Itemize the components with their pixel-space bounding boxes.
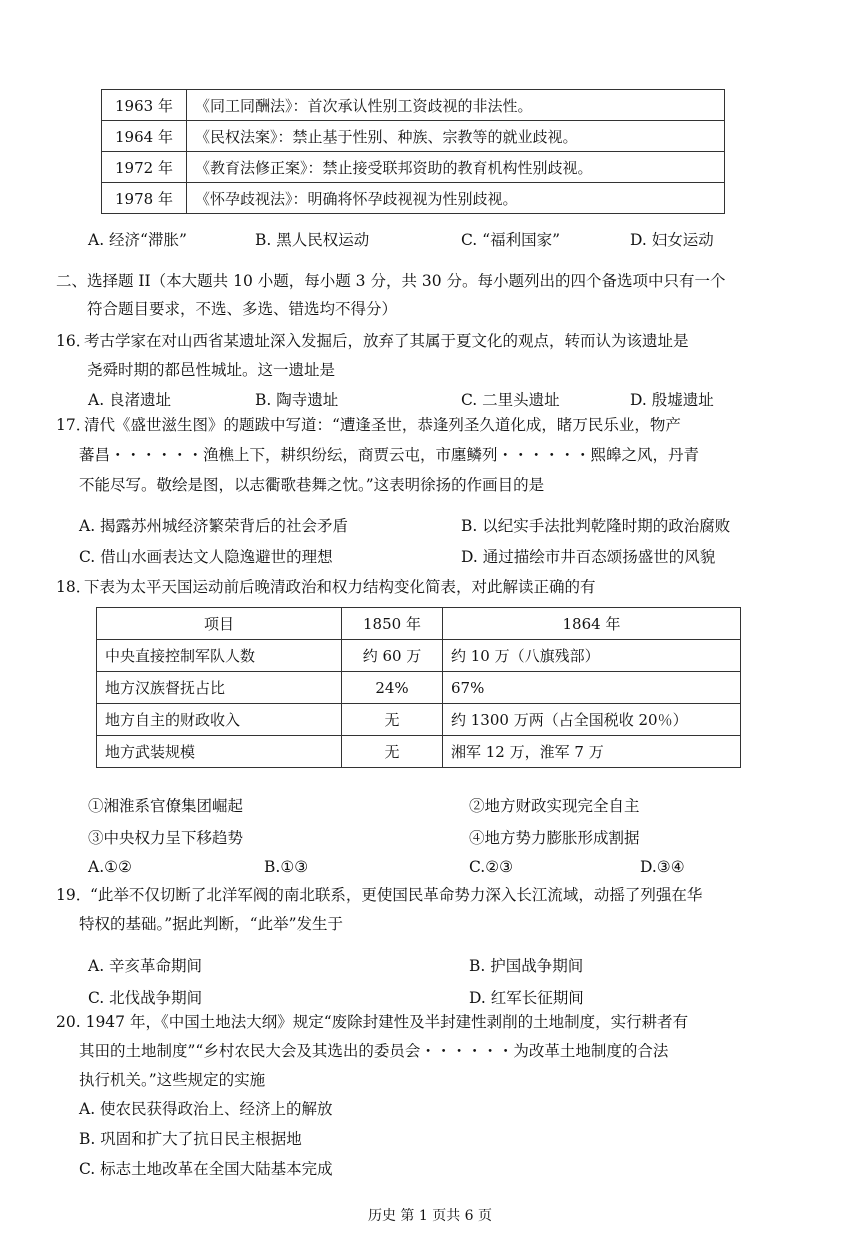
- table-row: [102, 183, 725, 214]
- q18-item-2: ②地方财政实现完全自主: [469, 797, 640, 815]
- table-cell: 约 1300 万两（占全国税收 20％）: [443, 704, 741, 736]
- q20-option-b[interactable]: B. 巩固和扩大了抗日民主根据地: [79, 1130, 302, 1148]
- header-cell: 项目: [97, 608, 342, 640]
- q17-stem-line1: 清代《盛世滋生图》的题跋中写道：“遭逢圣世，恭逢列圣久道化成，睹万民乐业，物产: [84, 416, 681, 434]
- event-cell: 《民权法案》：禁止基于性别、种族、宗教等的就业歧视。: [187, 121, 725, 152]
- table-cell: 无: [342, 704, 443, 736]
- q20-stem-line3: 执行机关。”这些规定的实施: [79, 1071, 266, 1089]
- q16-option-a[interactable]: A. 良渚遗址: [88, 391, 172, 409]
- q15-option-d[interactable]: D. 妇女运动: [630, 231, 714, 249]
- q20-stem-line1: 20. 1947 年，《中国土地法大纲》规定“废除封建性及半封建性剥削的土地制度，实行耕者有: [56, 1013, 689, 1031]
- q18-option-c[interactable]: C.②③: [469, 858, 514, 876]
- year-cell: 1963 年: [102, 90, 187, 121]
- q19-number: 19．: [56, 886, 92, 904]
- q18-option-d[interactable]: D.③④: [640, 858, 685, 876]
- table-row: [102, 152, 725, 183]
- q19-option-a[interactable]: A. 辛亥革命期间: [88, 957, 203, 975]
- q17-option-b[interactable]: B. 以纪实手法批判乾隆时期的政治腐败: [461, 517, 731, 535]
- q19-option-b[interactable]: B. 护国战争期间: [469, 957, 584, 975]
- q18-number: 18．: [56, 578, 92, 596]
- year-cell: 1978 年: [102, 183, 187, 214]
- table-cell: 约 10 万（八旗残部）: [443, 640, 741, 672]
- table-header-row: [97, 608, 741, 640]
- q18-option-b[interactable]: B.①③: [264, 858, 309, 876]
- q19-option-d[interactable]: D. 红军长征期间: [469, 989, 584, 1007]
- q18-option-a[interactable]: A.①②: [88, 858, 132, 876]
- q17-option-d[interactable]: D. 通过描绘市井百态颂扬盛世的风貌: [461, 548, 716, 566]
- q18-stem-line1: 下表为太平天国运动前后晚清政治和权力结构变化简表，对此解读正确的有: [84, 578, 596, 596]
- q17-option-a[interactable]: A. 揭露苏州城经济繁荣背后的社会矛盾: [79, 517, 349, 535]
- event-cell: 《怀孕歧视法》：明确将怀孕歧视视为性别歧视。: [187, 183, 725, 214]
- event-cell: 《教育法修正案》：禁止接受联邦资助的教育机构性别歧视。: [187, 152, 725, 183]
- q17-stem-line2: 蕃昌・・・・・・渔樵上下，耕织纷纭，商贾云屯，市廛鳞列・・・・・・熙皞之风，丹青: [79, 446, 700, 464]
- q16-option-b[interactable]: B. 陶寺遗址: [255, 391, 339, 409]
- table-cell: 地方汉族督抚占比: [97, 672, 342, 704]
- header-cell: 1864 年: [443, 608, 741, 640]
- year-cell: 1964 年: [102, 121, 187, 152]
- q18-item-1: ①湘淮系官僚集团崛起: [88, 797, 244, 815]
- table-row: [97, 640, 741, 672]
- q15-option-c[interactable]: C. “福利国家”: [461, 231, 561, 249]
- q16-stem-line1: 考古学家在对山西省某遗址深入发掘后，放弃了其属于夏文化的观点，转而认为该遗址是: [84, 332, 689, 350]
- page-footer: 历史 第 1 页共 6 页: [367, 1208, 493, 1224]
- table-cell: 湘军 12 万，淮军 7 万: [443, 736, 741, 768]
- table-cell: 地方自主的财政收入: [97, 704, 342, 736]
- q15-option-a[interactable]: A. 经济“滞胀”: [88, 231, 187, 249]
- q16-stem-line2: 尧舜时期的都邑性城址。这一遗址是: [87, 361, 336, 379]
- table-cell: 约 60 万: [342, 640, 443, 672]
- table-cell: 24%: [342, 672, 443, 704]
- q19-option-c[interactable]: C. 北伐战争期间: [88, 989, 203, 1007]
- q17-stem-line3: 不能尽写。敬绘是图，以志衢歌巷舞之忱。”这表明徐扬的作画目的是: [79, 476, 545, 494]
- q20-option-c[interactable]: C. 标志土地改革在全国大陆基本完成: [79, 1160, 333, 1178]
- q19-stem-line1: “此举不仅切断了北洋军阀的南北联系，更使国民革命势力深入长江流域，动摇了列强在华: [90, 886, 703, 904]
- header-cell: 1850 年: [342, 608, 443, 640]
- section-heading-line1: 二、选择题 II（本大题共 10 小题，每小题 3 分，共 30 分。每小题列出的四个备选项中只有一个: [56, 272, 726, 290]
- table-cell: 67%: [443, 672, 741, 704]
- table-row: [97, 736, 741, 768]
- q18-table: [96, 607, 741, 768]
- table-cell: 地方武装规模: [97, 736, 342, 768]
- year-cell: 1972 年: [102, 152, 187, 183]
- table-row: [102, 121, 725, 152]
- q17-number: 17．: [56, 416, 92, 434]
- table-row: [102, 90, 725, 121]
- table-row: [97, 704, 741, 736]
- table-cell: 无: [342, 736, 443, 768]
- q20-stem-line2: 其田的土地制度”“乡村农民大会及其选出的委员会・・・・・・为改革土地制度的合法: [79, 1042, 669, 1060]
- q16-option-d[interactable]: D. 殷墟遗址: [630, 391, 714, 409]
- table-row: [97, 672, 741, 704]
- q15-option-b[interactable]: B. 黑人民权运动: [255, 231, 370, 249]
- q18-item-3: ③中央权力呈下移趋势: [88, 829, 244, 847]
- q18-item-4: ④地方势力膨胀形成割据: [469, 829, 640, 847]
- q19-stem-line2: 特权的基础。”据此判断，“此举”发生于: [79, 915, 344, 933]
- q15-table: [101, 89, 725, 214]
- q16-option-c[interactable]: C. 二里头遗址: [461, 391, 560, 409]
- table-cell: 中央直接控制军队人数: [97, 640, 342, 672]
- section-heading-line2: 符合题目要求，不选、多选、错选均不得分）: [87, 300, 398, 318]
- event-cell: 《同工同酬法》：首次承认性别工资歧视的非法性。: [187, 90, 725, 121]
- q17-option-c[interactable]: C. 借山水画表达文人隐逸避世的理想: [79, 548, 333, 566]
- q16-number: 16．: [56, 332, 92, 350]
- q20-option-a[interactable]: A. 使农民获得政治上、经济上的解放: [79, 1100, 333, 1118]
